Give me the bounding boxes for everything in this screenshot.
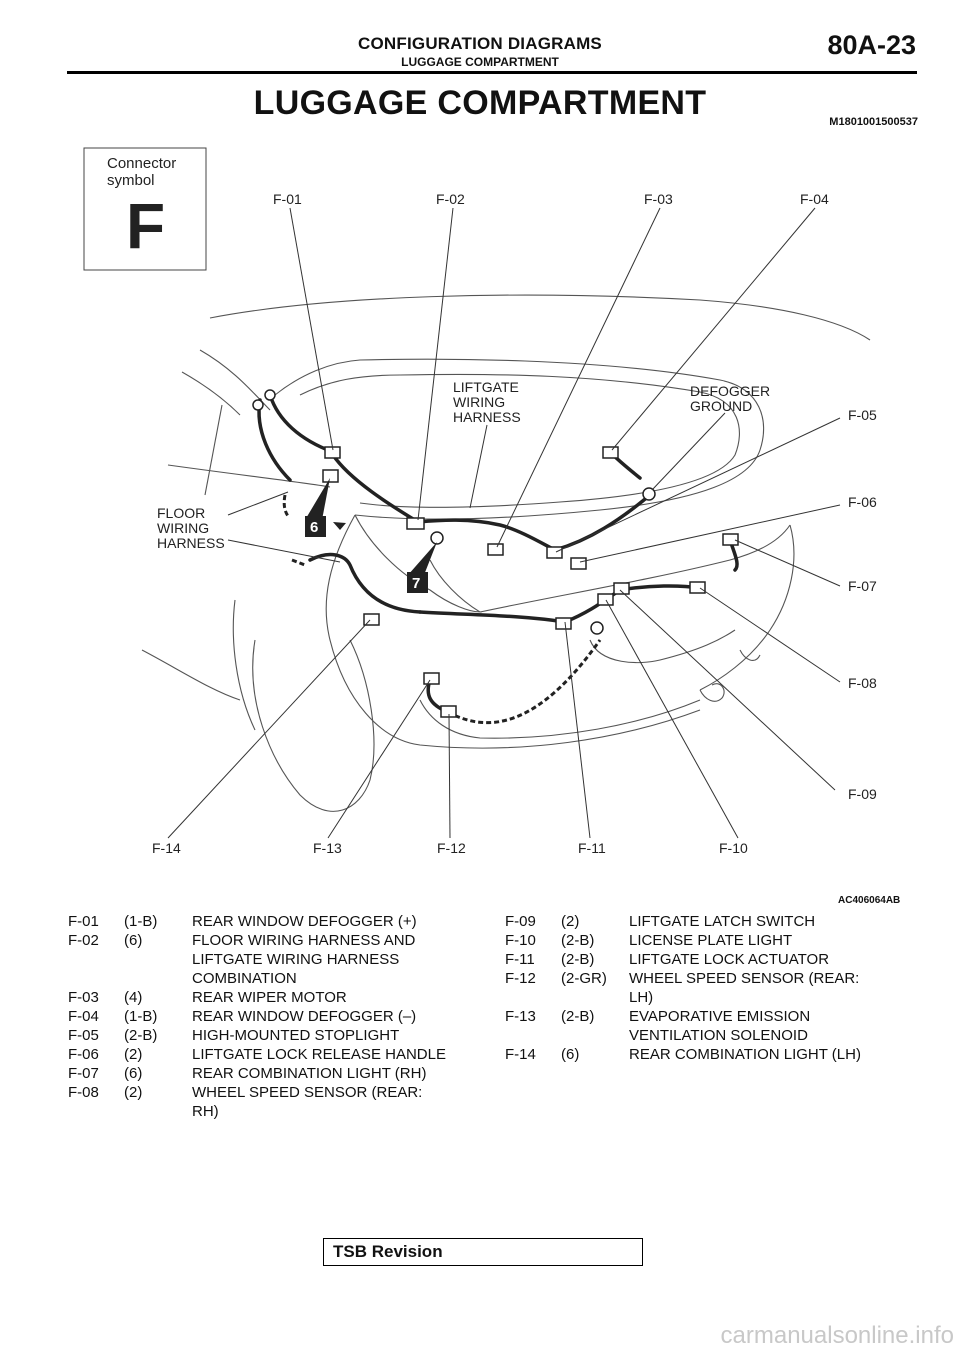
connector-table-right <box>505 912 899 1064</box>
connector-code: F-13 <box>505 1008 536 1025</box>
connector-description <box>192 1026 472 1045</box>
connector-type: (2) <box>124 1084 143 1101</box>
callout-f02: F-02 <box>436 191 465 207</box>
description-line: COMBINATION <box>192 970 297 987</box>
connector-description <box>192 1007 472 1026</box>
floor-harness-label-3: HARNESS <box>157 535 225 551</box>
callout-f09: F-09 <box>848 786 877 802</box>
description-line: LICENSE PLATE LIGHT <box>629 932 793 949</box>
description-line: EVAPORATIVE EMISSION <box>629 1008 811 1025</box>
connector-description <box>629 931 899 950</box>
connector-row <box>68 912 472 931</box>
callout-f12: F-12 <box>437 840 466 856</box>
connector-row <box>68 988 472 1007</box>
connector-row <box>68 1026 472 1045</box>
connector-table-left <box>68 912 472 1121</box>
liftgate-harness-label-1: LIFTGATE <box>453 379 519 395</box>
svg-text:6: 6 <box>310 519 319 536</box>
page-title: LUGGAGE COMPARTMENT <box>253 84 707 122</box>
connector-row <box>68 1007 472 1026</box>
description-line: LIFTGATE WIRING HARNESS <box>192 951 400 968</box>
document-code: M1801001500537 <box>829 116 918 128</box>
connector-symbol-label-2: symbol <box>107 172 155 189</box>
connector-row <box>505 912 899 931</box>
tsb-revision-box: TSB Revision <box>323 1238 643 1266</box>
connector-type: (6) <box>124 932 143 949</box>
description-line: RH) <box>192 1103 219 1120</box>
description-line: LIFTGATE LOCK RELEASE HANDLE <box>192 1046 446 1063</box>
connector-type: (2-GR) <box>561 970 607 987</box>
svg-text:7: 7 <box>412 575 421 592</box>
description-line: WHEEL SPEED SENSOR (REAR: <box>192 1084 423 1101</box>
connector-code: F-11 <box>505 951 535 968</box>
connector-row <box>505 931 899 950</box>
connector-row <box>505 950 899 969</box>
connector-row <box>68 1045 472 1064</box>
connector-type: (2-B) <box>561 1008 595 1025</box>
floor-harness-label-2: WIRING <box>157 520 210 536</box>
connector-row <box>505 1007 899 1045</box>
connector-code: F-05 <box>68 1027 99 1044</box>
connector-description <box>629 1045 899 1064</box>
header-section-title: CONFIGURATION DIAGRAMS <box>358 34 602 53</box>
liftgate-harness-label-2: WIRING <box>453 394 506 410</box>
callout-f04: F-04 <box>800 191 829 207</box>
connector-symbol-letter: F <box>126 190 166 262</box>
connector-type: (6) <box>561 1046 580 1063</box>
connector-description <box>192 931 472 988</box>
callout-f06: F-06 <box>848 494 877 510</box>
page-number: 80A-23 <box>827 30 916 60</box>
description-line: WHEEL SPEED SENSOR (REAR: <box>629 970 860 987</box>
description-line: VENTILATION SOLENOID <box>629 1027 808 1044</box>
description-line: LIFTGATE LATCH SWITCH <box>629 913 816 930</box>
defogger-ground-label-1: DEFOGGER <box>690 383 771 399</box>
defogger-ground-label-2: GROUND <box>690 398 753 414</box>
connector-type: (2) <box>124 1046 143 1063</box>
description-line: FLOOR WIRING HARNESS AND <box>192 932 416 949</box>
callout-f10: F-10 <box>719 840 748 856</box>
connector-code: F-03 <box>68 989 99 1006</box>
connector-type: (2-B) <box>561 932 595 949</box>
connector-type: (1-B) <box>124 1008 158 1025</box>
connector-code: F-10 <box>505 932 536 949</box>
connector-description <box>192 1083 472 1121</box>
description-line: REAR COMBINATION LIGHT (RH) <box>192 1065 427 1082</box>
connector-type: (2-B) <box>124 1027 158 1044</box>
description-line: REAR WIPER MOTOR <box>192 989 347 1006</box>
description-line: REAR WINDOW DEFOGGER (–) <box>192 1008 417 1025</box>
marker-6 <box>305 478 330 537</box>
connector-type: (2) <box>561 913 580 930</box>
connector-code: F-06 <box>68 1046 99 1063</box>
connector-symbol-label: Connector <box>107 155 177 172</box>
connector-description <box>192 1064 472 1083</box>
connector-description <box>192 912 472 931</box>
connector-type: (1-B) <box>124 913 158 930</box>
connector-description <box>192 1045 472 1064</box>
callout-f05: F-05 <box>848 407 877 423</box>
watermark: carmanualsonline.info <box>720 1322 954 1349</box>
connector-description <box>629 912 899 931</box>
callout-f08: F-08 <box>848 675 877 691</box>
figure-code: AC406064AB <box>838 895 901 906</box>
connector-code: F-02 <box>68 932 99 949</box>
connector-row <box>68 1064 472 1083</box>
connector-type: (6) <box>124 1065 143 1082</box>
connector-description <box>629 950 899 969</box>
connector-row <box>505 969 899 1007</box>
connector-code: F-01 <box>68 913 99 930</box>
connector-code: F-04 <box>68 1008 99 1025</box>
connector-code: F-07 <box>68 1065 99 1082</box>
callout-f13: F-13 <box>313 840 342 856</box>
callout-f03: F-03 <box>644 191 673 207</box>
connector-description <box>192 988 472 1007</box>
dashed-harness <box>284 495 600 723</box>
callout-labels <box>152 191 900 906</box>
liftgate-harness-label-3: HARNESS <box>453 409 521 425</box>
marker-7 <box>407 542 437 593</box>
connector-description <box>629 969 899 1007</box>
connector-code: F-08 <box>68 1084 99 1101</box>
description-line: HIGH-MOUNTED STOPLIGHT <box>192 1027 400 1044</box>
connector-code: F-14 <box>505 1046 536 1063</box>
description-line: REAR WINDOW DEFOGGER (+) <box>192 913 417 930</box>
description-line: LH) <box>629 989 654 1006</box>
callout-f11: F-11 <box>578 840 606 856</box>
connector-row <box>68 931 472 988</box>
connector-type: (2-B) <box>561 951 595 968</box>
connector-row <box>68 1083 472 1121</box>
connector-type: (4) <box>124 989 143 1006</box>
callout-f01: F-01 <box>273 191 302 207</box>
description-line: LIFTGATE LOCK ACTUATOR <box>629 951 830 968</box>
connector-code: F-12 <box>505 970 536 987</box>
connector-code: F-09 <box>505 913 536 930</box>
car-body-outline <box>142 295 870 811</box>
callout-f14: F-14 <box>152 840 181 856</box>
floor-harness-label-1: FLOOR <box>157 505 206 521</box>
connector-description <box>629 1007 899 1045</box>
header-subsection-title: LUGGAGE COMPARTMENT <box>401 55 559 69</box>
connector-row <box>505 1045 899 1064</box>
callout-f07: F-07 <box>848 578 877 594</box>
description-line: REAR COMBINATION LIGHT (LH) <box>629 1046 861 1063</box>
